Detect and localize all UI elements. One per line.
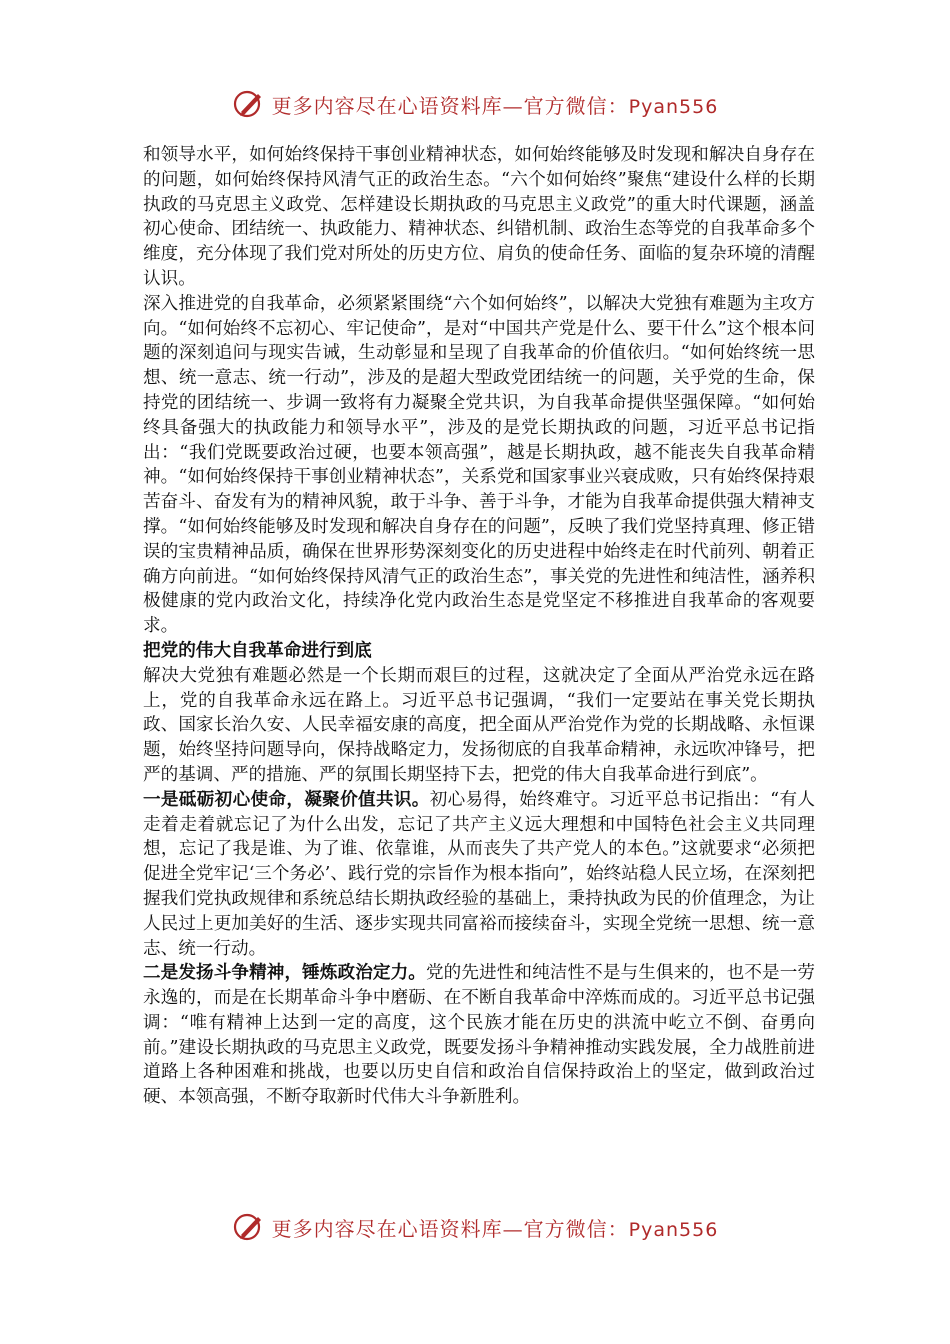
paragraph-lead: 二是发扬斗争精神，锤炼政治定力。 bbox=[143, 962, 426, 984]
footer-watermark bbox=[0, 1209, 950, 1245]
paragraph bbox=[143, 961, 815, 1110]
header-watermark bbox=[0, 86, 950, 122]
pen-logo-icon bbox=[232, 1210, 266, 1244]
document-body bbox=[143, 143, 815, 1110]
paragraph-lead: 一是砥砺初心使命，凝聚价值共识。 bbox=[143, 788, 430, 810]
paragraph: 和领导水平，如何始终保持干事创业精神状态，如何始终能够及时发现和解决自身存在的问题，如何始终保持风清气正的政治生态。“六个如何始终”聚焦“建设什么样的长期执政的马克思主义政党、怎样建设长期执政的马克思主义政党”的重大时代课题，涵盖初心使命、团结统一、执政能力、精神状态、纠错机制、政治生态等党的自我革命多个维度，充分体现了我们党对所处的历史方位、肩负的使命任务、面临的复杂环境的清醒认识。 bbox=[143, 145, 815, 289]
wechat-id: Pyan556 bbox=[628, 95, 719, 118]
paragraph: 深入推进党的自我革命，必须紧紧围绕“六个如何始终”，以解决大党独有难题为主攻方向。“如何始终不忘初心、牢记使命”，是对“中国共产党是什么、要干什么”这个根本问题的深刻追问与现实告诫，生动彰显和呈现了自我革命的价值依归。“如何始终统一思想、统一意志、统一行动”，涉及的是超大型政党团结统一的问题，关乎党的生命，保持党的团结统一、步调一致将有力凝聚全党共识，为自我革命提供坚强保障。“如何始终具备强大的执政能力和领导水平”，涉及的是党长期执政的问题，习近平总书记指出：“我们党既要政治过硬，也要本领高强”，越是长期执政，越不能丧失自我革命精神。“如何始终保持干事创业精神状态”，关系党和国家事业兴衰成败，只有始终保持艰苦奋斗、奋发有为的精神风貌，敢于斗争、善于斗争，才能为自我革命提供强大精神支撑。“如何始终能够及时发现和解决自身存在的问题”，反映了我们党坚持真理、修正错误的宝贵精神品质，确保在世界形势深刻变化的历史进程中始终走在时代前列、朝着正确方向前进。“如何始终保持风清气正的政治生态”，事关党的先进性和纯洁性，涵养积极健康的党内政治文化，持续净化党内政治生态是党坚定不移推进自我革命的客观要求。 bbox=[143, 293, 815, 637]
watermark-text: 更多内容尽在心语资料库—官方微信：Pyan556 bbox=[271, 1216, 719, 1241]
wechat-id: Pyan556 bbox=[628, 1218, 719, 1241]
paragraph bbox=[143, 788, 815, 962]
paragraph-text: 党的先进性和纯洁性不是与生俱来的，也不是一劳永逸的，而是在长期革命斗争中磨砺、在不断自我革命中淬炼而成的。习近平总书记强调：“唯有精神上达到一定的高度，这个民族才能在历史的洪流中屹立不倒、奋勇向前。”建设长期执政的马克思主义政党，既要发扬斗争精神推动实践发展，全力战胜前进道路上各种困难和挑战，也要以历史自信和政治自信保持政治上的坚定，做到政治过硬、本领高强，不断夺取新时代伟大斗争新胜利。 bbox=[143, 963, 815, 1108]
paragraph-text: 初心易得，始终难守。习近平总书记指出：“有人走着走着就忘记了为什么出发，忘记了共产主义远大理想和中国特色社会主义共同理想，忘记了我是谁、为了谁、依靠谁，从而丧失了共产党人的本色。”这就要求“必须把促进全党牢记‘三个务必’、践行党的宗旨作为根本指向”，始终站稳人民立场，在深刻把握我们党执政规律和系统总结长期执政经验的基础上，秉持执政为民的价值理念，为让人民过上更加美好的生活、逐步实现共同富裕而接续奋斗，实现全党统一思想、统一意志、统一行动。 bbox=[143, 789, 815, 959]
pen-logo-icon bbox=[232, 87, 266, 121]
section-heading: 把党的伟大自我革命进行到底 bbox=[143, 639, 372, 661]
watermark-text: 更多内容尽在心语资料库—官方微信：Pyan556 bbox=[271, 93, 719, 118]
paragraph: 解决大党独有难题必然是一个长期而艰巨的过程，这就决定了全面从严治党永远在路上，党的自我革命永远在路上。习近平总书记强调，“我们一定要站在事关党长期执政、国家长治久安、人民幸福安康的高度，把全面从严治党作为党的长期战略、永恒课题，始终坚持问题导向，保持战略定力，发扬彻底的自我革命精神，永远吹冲锋号，把严的基调、严的措施、严的氛围长期坚持下去，把党的伟大自我革命进行到底”。 bbox=[143, 665, 815, 785]
